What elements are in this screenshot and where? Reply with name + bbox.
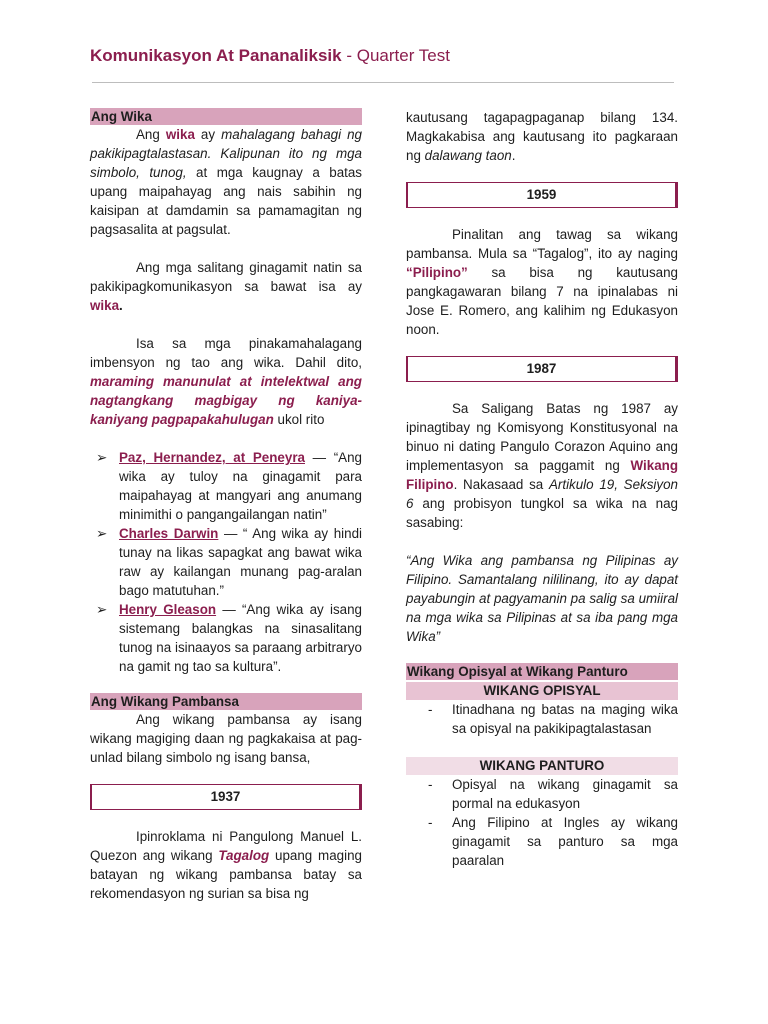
paragraph-1937-continued: kautusang tagapagpaganap bilang 134. Magkakabisa ang kautusang ito pagkaraan ng dalawang taon. [406,110,678,163]
constitution-quote: “Ang Wika ang pambansa ng Pilipinas ay Filipino. Samantalang nililinang, ito ay dapat payabungin at pagyamanin pa salig sa umiiral na mga wika sa Pilipinas at sa iba pang mga Wika” [406,553,678,644]
paragraph-wika-usage: Ang mga salitang ginagamit natin sa pakikipagkomunikasyon sa bawat isa ay wika. [90,260,362,313]
list-item: ➢ Henry Gleason — “Ang wika ay isang sistemang balangkas na sinasalitang tunog na isinaayos sa paraang arbitraryo na gamit ng tao sa kultura”. [96,602,362,674]
header-divider [92,82,674,83]
paragraph-1937: Ipinroklama ni Pangulong Manuel L. Quezon ang wikang Tagalog upang maging batayan ng wikang pambansa batay sa rekomendasyon ng surian sa bisa ng [90,829,362,901]
definitions-list [90,448,362,676]
list-item: - Itinadhana ng batas na maging wika sa opisyal na pakikipagtalastasan [428,702,678,736]
arrow-bullet-icon: ➢ [96,526,108,541]
opisyal-list [406,700,678,738]
author-name: Paz, Hernandez, at Peneyra [119,450,305,465]
author-name: Henry Gleason [119,602,217,617]
arrow-bullet-icon: ➢ [96,602,108,617]
subject-title: Komunikasyon At Pananaliksik [90,46,342,65]
year-box-1987: 1987 [406,356,678,382]
left-column [90,108,362,903]
list-item: ➢ Charles Darwin — “ Ang wika ay hindi tunay na likas sapagkat ang bawat wika raw ay kailangan munang pag-aralan bago matutuhan.” [96,526,362,598]
author-name: Charles Darwin [119,526,219,541]
paragraph-wika-imbensyon: Isa sa mga pinakamahalagang imbensyon ng tao ang wika. Dahil dito, maraming manunulat at intelektwal ang nagtangkang magbigay ng kaniya-kaniyang pagpapakahulugan ukol rito [90,336,362,427]
list-item: ➢ Paz, Hernandez, at Peneyra — “Ang wika ay tuloy na ginagamit para maipahayag at mangyari ang anumang minimithi o pangangailangan natin” [96,450,362,522]
paragraph-wika-definition: Ang wika ay mahalagang bahagi ng pakikipagtalastasan. Kalipunan ito ng mga simbolo, tunog, at mga kaugnay a batas upang maipahayag ang nais sabihin ng kaisipan at damdamin sa pamamagitan ng pagsasalita at pagsulat. [90,127,363,237]
paragraph-1959: Pinalitan ang tawag sa wikang pambansa. Mula sa “Tagalog”, ito ay naging “Pilipino” sa bisa ng kautusang pangkagawaran bilang 7 na ipinalabas ni Jose E. Romero, ang kalihim ng Edukasyon noon. [406,227,678,337]
section-heading-opisyal-panturo: Wikang Opisyal at Wikang Panturo [406,663,678,680]
test-title: Quarter Test [356,46,450,65]
arrow-bullet-icon: ➢ [96,450,108,465]
paragraph-1987: Sa Saligang Batas ng 1987 ay ipinagtibay ng Komisyong Konstitusyonal na binuo ni dating Pangulo Corazon Aquino ang implementasyon sa paggamit ng Wikang Filipino. Nakasaad sa Artikulo 19, Seksiyon 6 ang probisyon tungkol sa wika na nag sasabing: [406,401,678,530]
panturo-list [406,775,678,870]
year-box-1959: 1959 [406,182,678,208]
subheading-wikang-panturo: WIKANG PANTURO [406,757,678,775]
section-heading-wikang-pambansa: Ang Wikang Pambansa [90,693,362,710]
paragraph-pambansa: Ang wikang pambansa ay isang wikang magiging daan ng pagkakaisa at pag-unlad bilang simbolo ng isang bansa, [90,712,362,765]
header-separator: - [341,46,357,65]
right-column [406,108,678,870]
page-header [90,46,450,65]
year-box-1937: 1937 [90,784,362,810]
section-heading-ang-wika: Ang Wika [90,108,362,125]
list-item: - Ang Filipino at Ingles ay wikang ginagamit sa panturo sa mga paaralan [428,815,678,868]
list-item: - Opisyal na wikang ginagamit sa pormal na edukasyon [428,777,678,811]
subheading-wikang-opisyal: WIKANG OPISYAL [406,682,678,700]
